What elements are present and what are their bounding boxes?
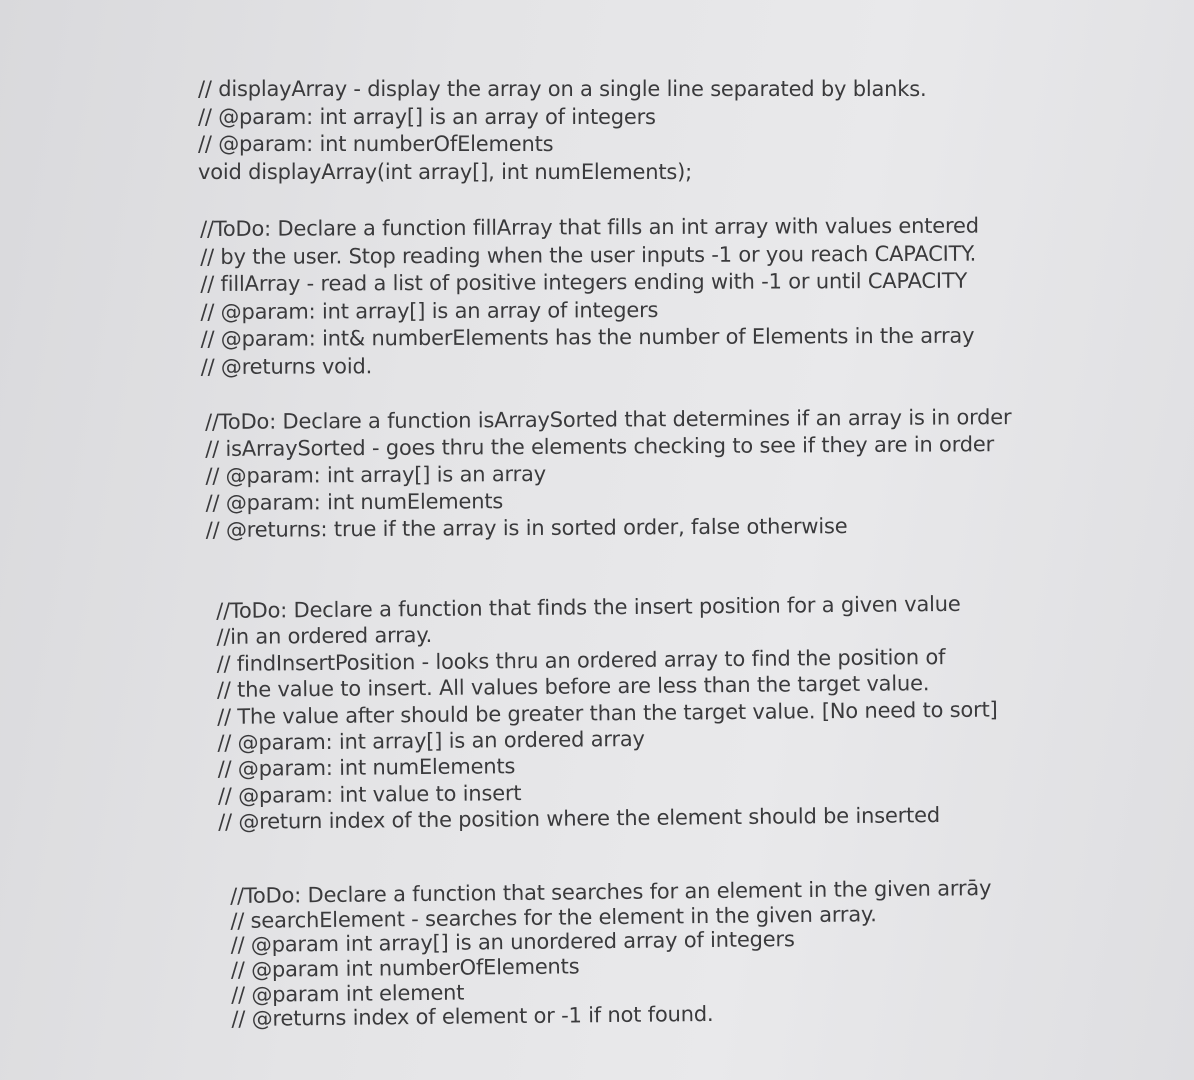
code-line: // @param int array[] is an unordered array of integers bbox=[230, 927, 795, 958]
fill-array-comment-block bbox=[200, 213, 979, 381]
code-line: // the value to insert. All values before are less than the target value. bbox=[216, 671, 930, 703]
code-line: // @param: int numElements bbox=[217, 754, 516, 782]
code-line: // @param: int array[] is an array bbox=[205, 461, 546, 488]
code-line: // @param: int array[] is an array of integers bbox=[198, 104, 656, 129]
display-array-comment-block bbox=[198, 76, 926, 186]
code-line: // @param: int numberOfElements bbox=[198, 132, 554, 156]
code-line: void displayArray(int array[], int numElements); bbox=[198, 159, 692, 184]
code-line: //ToDo: Declare a function that searches for an element in the given arrāy bbox=[230, 876, 992, 908]
code-line: // @param: int& numberElements has the number of Elements in the array bbox=[200, 323, 975, 351]
code-line: // @return index of the position where the element should be inserted bbox=[218, 803, 941, 835]
is-array-sorted-comment-block bbox=[205, 404, 1012, 544]
code-line: // by the user. Stop reading when the user inputs -1 or you reach CAPACITY. bbox=[200, 241, 977, 269]
code-line: // @returns index of element or -1 if not found. bbox=[231, 1002, 714, 1032]
code-line: // The value after should be greater than the target value. [No need to sort] bbox=[217, 697, 998, 729]
code-line: // findInsertPosition - looks thru an ordered array to find the position of bbox=[216, 644, 946, 676]
code-line: // fillArray - read a list of positive integers ending with -1 or until CAPACITY bbox=[200, 268, 968, 296]
code-line: // searchElement - searches for the element in the given array. bbox=[230, 901, 877, 933]
code-line: // isArraySorted - goes thru the elements checking to see if they are in order bbox=[205, 432, 995, 461]
code-line: // @param: int array[] is an ordered array bbox=[217, 726, 645, 755]
code-line: // @param: int value to insert bbox=[217, 780, 522, 808]
code-line: // @returns: true if the array is in sorted order, false otherwise bbox=[205, 514, 848, 542]
code-line: // @param int element bbox=[231, 980, 465, 1007]
code-line: // @param: int array[] is an array of integers bbox=[200, 297, 659, 324]
code-line: // @param: int numElements bbox=[205, 489, 504, 515]
code-line: //ToDo: Declare a function fillArray that fills an int array with values entered bbox=[200, 213, 979, 241]
code-line: //ToDo: Declare a function that finds the insert position for a given value bbox=[216, 591, 961, 623]
code-line: //in an ordered array. bbox=[216, 623, 433, 650]
code-line: //ToDo: Declare a function isArraySorted that determines if an array is in order bbox=[205, 405, 1012, 434]
search-element-comment-block bbox=[230, 876, 993, 1032]
code-line: // @param int numberOfElements bbox=[230, 954, 580, 983]
find-insert-position-comment-block bbox=[216, 591, 999, 836]
code-line: // @returns void. bbox=[200, 353, 373, 379]
code-line: // displayArray - display the array on a single line separated by blanks. bbox=[198, 77, 927, 101]
